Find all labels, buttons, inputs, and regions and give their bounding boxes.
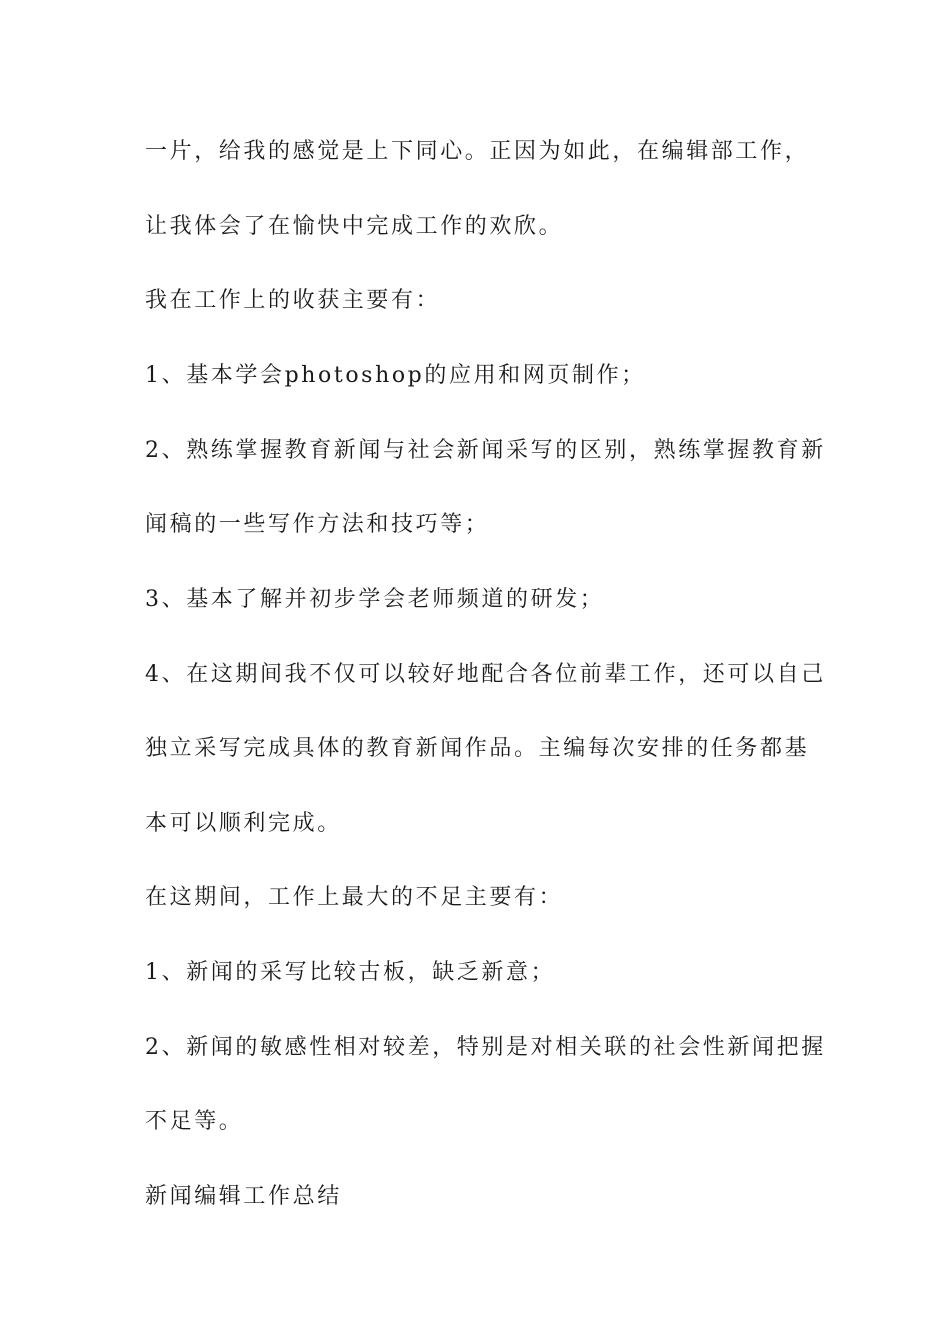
list-item: 2、新闻的敏感性相对较差，特别是对相关联的社会性新闻把握	[145, 1035, 826, 1060]
list-item: 1、基本学会photoshop的应用和网页制作；	[145, 363, 646, 388]
text-line: 独立采写完成具体的教育新闻作品。主编每次安排的任务都基	[145, 736, 810, 761]
list-item: 3、基本了解并初步学会老师频道的研发；	[145, 587, 605, 612]
text-line: 不足等。	[145, 1109, 244, 1134]
list-item: 4、在这期间我不仅可以较好地配合各位前辈工作，还可以自己	[145, 662, 826, 687]
list-item: 1、新闻的采写比较古板，缺乏新意；	[145, 960, 556, 985]
text-line: 我在工作上的收获主要有：	[145, 288, 441, 313]
text-line: 闻稿的一些写作方法和技巧等；	[145, 512, 490, 537]
text-line: 让我体会了在愉快中完成工作的欢欣。	[145, 214, 564, 239]
text-line: 在这期间，工作上最大的不足主要有：	[145, 885, 564, 910]
section-heading: 新闻编辑工作总结	[145, 1184, 342, 1209]
text-line: 一片，给我的感觉是上下同心。正因为如此，在编辑部工作，	[145, 139, 810, 164]
list-item: 2、熟练掌握教育新闻与社会新闻采写的区别，熟练掌握教育新	[145, 438, 826, 463]
text-line: 本可以顺利完成。	[145, 811, 342, 836]
